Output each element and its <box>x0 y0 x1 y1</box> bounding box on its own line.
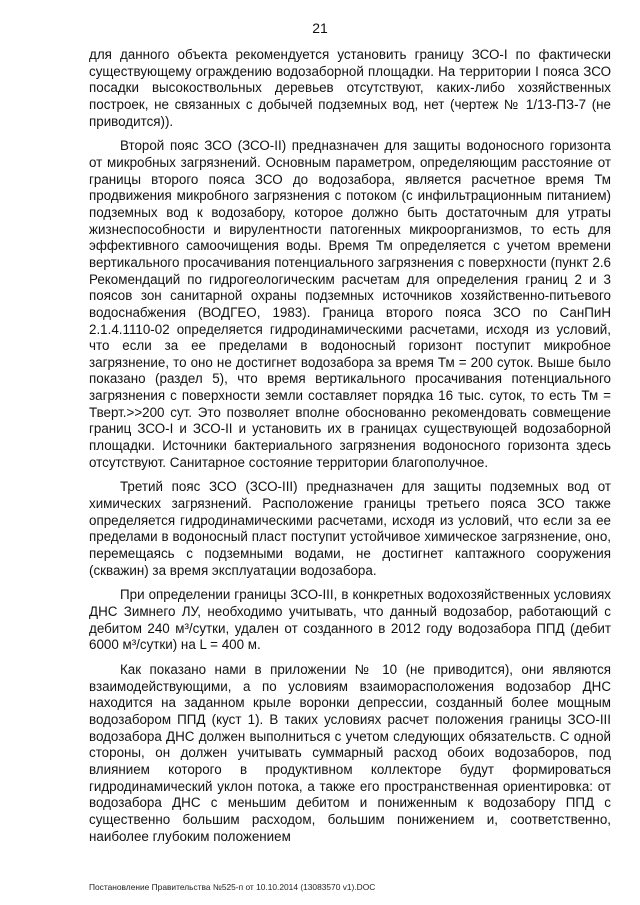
paragraph-1: для данного объекта рекомендуется установить границу ЗСО-I по фактически существующему ограждению водозаборной площадки. На территории I пояса ЗСО посадки высокоствольных деревьев отсутствуют, каких-либо хозяйственных построек, не связанных с добычей подземных вод, нет (чертеж № 1/13-ПЗ-7 (не приводится)). <box>89 47 611 129</box>
paragraph-3: Третий пояс ЗСО (ЗСО-III) предназначен для защиты подземных вод от химических загрязнений. Расположение границы третьего пояса ЗСО также определяется гидродинамическими расчетами, исходя из условий, что если за ее пределами в водоносный пласт поступит устойчивое химическое загрязнение, оно, перемещаясь с подземными водами, не достигнет каптажного сооружения (скважин) за время эксплуатации водозабора. <box>89 479 611 578</box>
paragraph-5: Как показано нами в приложении № 10 (не приводится), они являются взаимодействующими, а по условиям взаиморасположения водозабор ДНС находится на заданном крыле воронки депрессии, созданный более мощным водозабором ППД (куст 1). В таких условиях расчет положения границы ЗСО-III водозабора ДНС должен выполниться с учетом следующих обязательств. С одной стороны, он должен учитывать суммарный расход обоих водозаборов, под влиянием которого в продуктивном коллекторе будут формироваться гидродинамический уклон потока, а также его пространственная ориентировка: от водозабора ДНС с меньшим дебитом и пониженным к водозабору ППД с существенно большим расходом, большим понижением и, соответственно, наиболее глубоким положением <box>89 661 611 844</box>
page-number: 21 <box>312 20 328 36</box>
document-footer: Постановление Правительства №525-п от 10.10.2014 (13083570 v1).DOC <box>89 882 376 892</box>
document-body <box>89 47 611 845</box>
paragraph-4: При определении границы ЗСО-III, в конкретных водохозяйственных условиях ДНС Зимнего ЛУ, необходимо учитывать, что данный водозабор, работающий с дебитом 240 м³/сутки, удален от созданного в 2012 году водозабора ППД (дебит 6000 м³/сутки) на L = 400 м. <box>89 587 611 653</box>
paragraph-2: Второй пояс ЗСО (ЗСО-II) предназначен для защиты водоносного горизонта от микробных загрязнений. Основным параметром, определяющим расстояние от границы второго пояса ЗСО до водозабора, является расчетное время Тм продвижения микробного загрязнения с потоком (с инфильтрационным питанием) подземных вод к водозабору, которое должно быть достаточным для утраты жизнеспособности и вирулентности патогенных микроорганизмов, то есть для эффективного самоочищения воды. Время Тм определяется с учетом времени вертикального просачивания потенциального загрязнения с поверхности (пункт 2.6 Рекомендаций по гидрогеологическим расчетам для определения границ 2 и 3 поясов зон санитарной охраны подземных источников хозяйственно-питьевого водоснабжения (ВОДГЕО, 1983). Граница второго пояса ЗСО по СанПиН 2.1.4.1110-02 определяется гидродинамическими расчетами, исходя из условий, что если за ее пределами в водоносный горизонт поступит микробное загрязнение, то оно не достигнет водозабора за время Тм = 200 суток. Выше было показано (раздел 5), что время вертикального просачивания потенциального загрязнения с поверхности земли составляет порядка 16 тыс. суток, то есть Тм = Тверт.>>200 сут. Это позволяет вполне обоснованно рекомендовать совмещение границ ЗСО-I и ЗСО-II и установить их в границах существующей водозаборной площадки. Источники бактериального загрязнения водоносного горизонта здесь отсутствуют. Санитарное состояние территории благополучное. <box>89 138 611 470</box>
